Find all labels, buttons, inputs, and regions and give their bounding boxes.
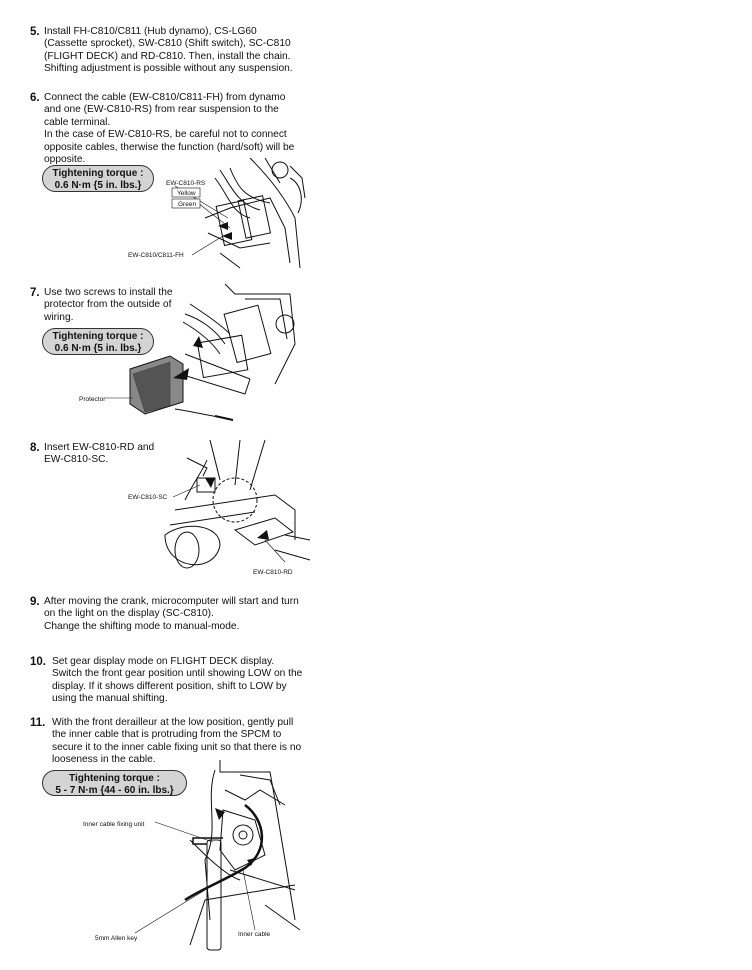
label-ew-c810-c811-fh: EW-C810/C811-FH [128, 252, 184, 259]
label-ew-c810-sc: EW-C810-SC [128, 494, 168, 501]
label-inner-cable: Inner cable [238, 931, 271, 938]
step-number: 5. [30, 26, 40, 38]
step-number: 8. [30, 442, 40, 454]
step-text: Set gear display mode on FLIGHT DECK display. Switch the front gear position until showing LOW on the display. If it shows different position, shift to LOW by using the manual shifting. [52, 656, 303, 705]
step-6 [30, 92, 305, 166]
label-inner-cable-fixing-unit: Inner cable fixing unit [83, 821, 145, 828]
label-protector: Protector [79, 396, 106, 403]
step-number: 10. [30, 656, 46, 668]
label-ew-c810-rs: EW-C810-RS [166, 180, 206, 187]
step-text: With the front derailleur at the low position, gently pull the inner cable that is protruding from the SPCM to secure it to the inner cable fixing unit so that there is no looseness in the cable. [52, 717, 302, 766]
step-number: 7. [30, 287, 40, 299]
figure-inner-cable-fixing [83, 760, 305, 945]
label-5mm-allen-key: 5mm Allen key [95, 935, 138, 942]
step-text: After moving the crank, microcomputer will start and turn on the light on the display (SC-C810). Change the shifting mode to manual-mode. [44, 596, 299, 632]
step-number: 11. [30, 717, 46, 729]
figure-protector [75, 284, 305, 424]
figure-cable-terminal [120, 158, 310, 273]
step-number: 9. [30, 596, 40, 608]
torque-title: Tightening torque : [69, 773, 160, 784]
step-text: Install FH-C810/C811 (Hub dynamo), CS-LG60 (Cassette sprocket), SW-C810 (Shift switch), SC-C810 (FLIGHT DECK) and RD-C810. Then, install the chain. Shifting adjustment is possible without any suspension. [44, 26, 293, 75]
label-yellow: Yellow [177, 190, 196, 197]
label-green: Green [178, 201, 197, 208]
step-9 [30, 596, 305, 633]
step-5 [30, 26, 305, 76]
torque-title: Tightening torque : [52, 168, 144, 179]
torque-title: Tightening torque : [52, 331, 144, 342]
torque-value: 0.6 N·m {5 in. lbs.} [54, 179, 142, 191]
step-text: Connect the cable (EW-C810/C811-FH) from dynamo and one (EW-C810-RS) from rear suspension to the cable terminal. In the case of EW-C810-RS, be careful not to connect opposite cables, therwise the function (hard/soft) will be opposite. [44, 92, 295, 166]
label-ew-c810-rd: EW-C810-RD [253, 569, 293, 576]
torque-value: 0.6 N·m {5 in. lbs.} [54, 342, 142, 354]
step-text: Insert EW-C810-RD and EW-C810-SC. [44, 442, 155, 466]
figure-ew-c810-rd-sc [125, 440, 310, 580]
torque-value: 5 - 7 N·m {44 - 60 in. lbs.} [55, 784, 174, 796]
step-10 [30, 656, 305, 706]
step-text: Use two screws to install the protector from the outside of wiring. [44, 287, 173, 323]
step-number: 6. [30, 92, 40, 104]
